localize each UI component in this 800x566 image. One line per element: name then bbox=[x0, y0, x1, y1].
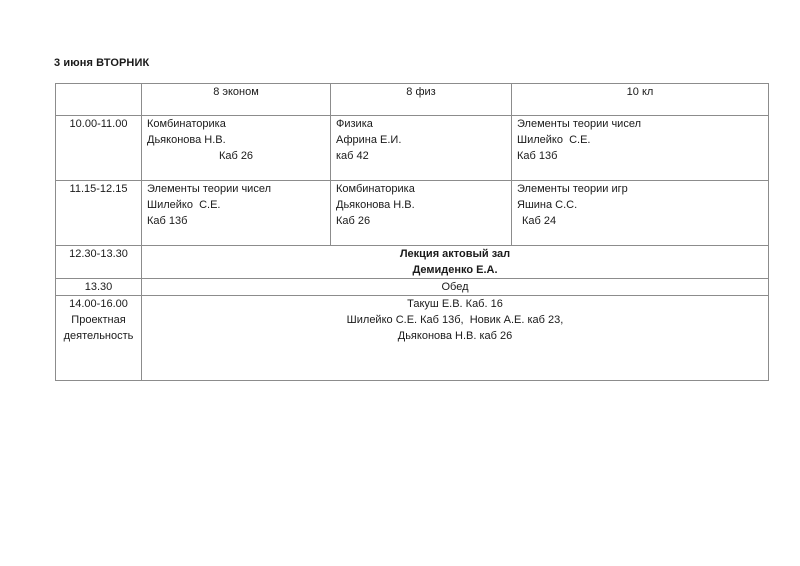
header-cell-time bbox=[56, 84, 142, 116]
page-title: 3 июня ВТОРНИК bbox=[54, 57, 150, 69]
subject-text: Физика bbox=[336, 118, 373, 130]
lecture-title: Лекция актовый зал bbox=[399, 248, 511, 260]
table-row bbox=[56, 181, 769, 246]
teacher-text: Яшина С.С. bbox=[517, 199, 578, 211]
project-line: Дьяконова Н.В. каб 26 bbox=[397, 330, 513, 342]
header-cell-8-econ: 8 эконом bbox=[142, 84, 331, 116]
teacher-text: Африна Е.И. bbox=[336, 134, 402, 146]
lesson-cell bbox=[512, 181, 769, 246]
lesson-cell bbox=[512, 116, 769, 181]
subject-text: Элементы теории чисел bbox=[517, 118, 641, 130]
table-row bbox=[56, 296, 769, 381]
header-cell-8-phys: 8 физ bbox=[331, 84, 512, 116]
table-row bbox=[56, 279, 769, 296]
lecture-cell bbox=[142, 246, 769, 279]
room-text: Каб 13б bbox=[147, 215, 188, 227]
room-text: Каб 26 bbox=[336, 215, 371, 227]
subject-text: Элементы теории игр bbox=[517, 183, 628, 195]
teacher-text: Шилейко С.Е. bbox=[147, 199, 221, 211]
lesson-cell bbox=[142, 181, 331, 246]
table-row bbox=[56, 246, 769, 279]
room-text: каб 42 bbox=[336, 150, 369, 162]
teacher-text: Шилейко С.Е. bbox=[517, 134, 591, 146]
time-cell: 13.30 bbox=[56, 279, 142, 296]
room-text: Каб 13б bbox=[517, 150, 558, 162]
schedule-table bbox=[55, 83, 769, 381]
teacher-text: Дьяконова Н.В. bbox=[336, 199, 415, 211]
time-range: 14.00-16.00 bbox=[69, 298, 128, 310]
lesson-cell bbox=[331, 116, 512, 181]
lesson-cell bbox=[142, 116, 331, 181]
header-cell-10: 10 кл bbox=[512, 84, 769, 116]
subject-text: Комбинаторика bbox=[336, 183, 415, 195]
time-cell: 11.15-12.15 bbox=[56, 181, 142, 246]
subject-text: Элементы теории чисел bbox=[147, 183, 271, 195]
subject-text: Комбинаторика bbox=[147, 118, 226, 130]
teacher-text: Дьяконова Н.В. bbox=[147, 134, 226, 146]
table-header-row bbox=[56, 84, 769, 116]
room-text: Каб 24 bbox=[522, 215, 557, 227]
project-line: Такуш Е.В. Каб. 16 bbox=[407, 298, 503, 310]
time-cell: 12.30-13.30 bbox=[56, 246, 142, 279]
time-cell bbox=[56, 296, 142, 381]
table-row bbox=[56, 116, 769, 181]
time-note: деятельность bbox=[63, 330, 134, 342]
time-note: Проектная bbox=[71, 314, 126, 326]
lunch-cell: Обед bbox=[142, 279, 769, 296]
lecture-speaker: Демиденко Е.А. bbox=[412, 264, 498, 276]
project-line: Шилейко С.Е. Каб 13б, Новик А.Е. каб 23, bbox=[346, 314, 564, 326]
time-cell: 10.00-11.00 bbox=[56, 116, 142, 181]
project-cell bbox=[142, 296, 769, 381]
room-text: Каб 26 bbox=[218, 150, 254, 162]
lesson-cell bbox=[331, 181, 512, 246]
